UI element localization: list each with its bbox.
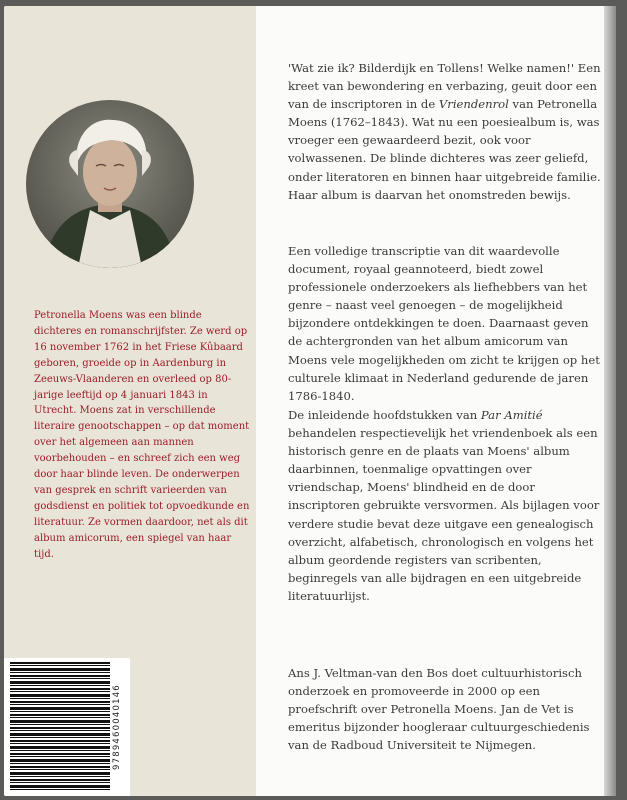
blurb-text: behandelen respectievelijk het vriendenboek als een historisch genre en de plaats van Moens' album daarbinnen, toenmalige opvattingen over vriendschap, Moens' blindheid en de door inscriptoren gebruikte versvormen. Als bijlagen voor verdere studie bevat deze uitgave een genealogisch overzicht, alfabetisch, chronologisch en volgens het album geordende registers van scribenten, beginregels van alle bijdragen en een uitgebreide literatuurlijst. — [288, 426, 600, 603]
blurb-text: De inleidende hoofdstukken van — [288, 408, 481, 422]
barcode-number: 9789460040146 — [112, 684, 122, 770]
book-title-reference: Vriendenrol — [438, 97, 509, 112]
back-cover — [4, 6, 616, 796]
portrait-medallion — [26, 100, 194, 268]
author-bio: Petronella Moens was een blinde dichteres en romanschrijfster. Ze werd op 16 november 1762 in het Friese Kûbaard geboren, groeide op in Aardenburg in Zeeuws-Vlaanderen en overleed op 80-jarige leeftijd op 4 januari 1843 in Utrecht. Moens zat in verschillende literaire genootschappen – op dat moment over het algemeen aan mannen voorbehouden – en schreef zich een weg door haar blinde leven. De onderwerpen van gesprek en schrift varieerden van godsdienst en politiek tot opvoedkunde en literatuur. Ze vormen daardoor, net als dit album amicorum, een spiegel van haar tijd. — [34, 310, 250, 560]
blurb-paragraph-1 — [288, 59, 606, 204]
spine-edge — [604, 6, 616, 796]
blurb-text: 'Wat zie ik? Bilderdijk en Tollens! Welke namen!' Een kreet van bewondering en verbazing, geuit door een van de inscriptoren in de — [288, 61, 601, 112]
portrait-figure-illustration — [26, 100, 194, 268]
blurb-paragraph-2: Een volledige transcriptie van dit waardevolle document, royaal geannoteerd, biedt zowel professionele onderzoekers als liefhebbers van het genre – naast veel genoegen – de mogelijkheid bijzondere ontdekkingen te doen. Daarnaast geven de achtergronden van het album amicorum van Moens vele mogelijkheden om zicht te krijgen op het culturele klimaat in Nederland gedurende de jaren 1786-1840. — [288, 244, 600, 403]
book-title-reference: Par Amitié — [480, 408, 543, 422]
left-panel — [4, 6, 256, 796]
barcode-label — [4, 658, 130, 796]
blurb-text: van Petronella Moens (1762–1843). Wat nu een poesiealbum is, was vroeger een gewaardeerd bezit, ook voor volwassenen. De blinde dichteres was zeer geliefd, onder literatoren en binnen haar uitgebreide familie. Haar album is daarvan het onomstreden bewijs. — [288, 97, 601, 202]
blurb-paragraph-4: Ans J. Veltman-van den Bos doet cultuurhistorisch onderzoek en promoveerde in 2000 op een proefschrift over Petronella Moens. Jan de Vet is emeritus bijzonder hoogleraar cultuurgeschiedenis van de Radboud Universiteit te Nijmegen. — [288, 666, 590, 753]
blurb-paragraph-3 — [288, 406, 606, 605]
barcode-bars — [10, 662, 110, 792]
